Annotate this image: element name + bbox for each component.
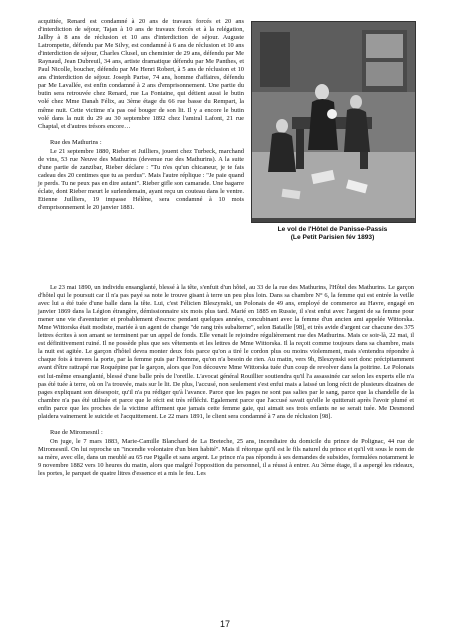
paragraph-rieber: Le 21 septembre 1880, Rieber et Juilliers, jouent chez Turbeck, marchand de vins, 53 rue Neuve des Mathurins (devenue rue des Mathurins). A la suite d'une partie de zanzibar, Rieber déclare : "Tu n'es qu'un chicaneur, je te fais cadeau des 20 centimes que tu as perdus". Mais l'autre réplique : "Je paie quand je perds. Tu ne peux pas en dire autant". Rieber gifle son camarade. Une bagarre éclate, dont Rieber meurt le surlendemain, ayant reçu un couteau dans le ventre. Etienne Juilliers, 19 impasse Hélène, sera condamné à 10 mois d'emprisonnement le 20 janvier 1881. <box>38 147 244 212</box>
section-heading-mathurins: Rue des Mathurins : <box>50 138 102 146</box>
full-width-text <box>38 284 414 478</box>
section-heading-miromesnil: Rue de Miromesnil : <box>50 428 103 436</box>
document-page <box>38 18 414 618</box>
page-number: 17 <box>219 619 230 629</box>
paragraph-bleszynski: Le 23 mai 1890, un individu ensanglanté, blessé à la tête, s'enfuit d'un hôtel, au 33 de la rue des Mathurins, l'Hôtel des Mathurins. Le garçon d'hôtel qui le poursuit car il n'a pas payé sa note le trouve gisant à terre un peu plus loin. Dans sa chambre N° 6, la femme qui est entrée la veille avec lui a été tuée d'une balle dans la tête. Lui, c'est Félicien Bleszynski, un Polonais de 49 ans, employé de commerce au Havre, engagé en janvier 1869 dans la Légion étrangère, démissionnaire six mois plus tard. Marié en 1885 en Russie, il s'est enfui avec l'argent de sa femme pour mener une vie d'aventurier et probablement d'escroc pendant quelques années, concubinant avec la femme d'un ancien ami appelée Wittorska. Mme Wittorska était modiste, mariée à un agent de change "de rang très subalterne", selon Bataille [98], et très avide d'argent car chacune des 375 lettres écrites à son amant se terminent par un appel de fonds. Elle venait le rejoindre régulièrement rue des Mathurins. Mais ce soir-là, 22 mai, il est définitivement ruiné. Il ne possède plus que ses vêtements et les lettres de Mme Wittorska. Il la reçoit comme toujours dans sa chambre, mais la nuit est agitée. Le garçon d'hôtel devra monter deux fois parce qu'on a tiré le cordon plus ou moins violemment, mais s'entendra répondre à chaque fois à travers la porte, par la femme puis par l'homme, qu'on n'a besoin de rien. Au matin, vers 9h, Bleszynski sort donc précipitamment avant d'être rattrapé rue Roquépine par le garçon, alors que l'on découvre Mme Wittorska tuée d'un coup de revolver dans la poitrine. Le Polonais est lui-même ensanglanté, blessé d'une balle près de l'oreille. L'avocat général Rouillier soutiendra qu'il l'a assassinée car selon les experts elle n'a pas été tuée à terre, où on l'a trouvée, mais sur le lit. De plus, l'accusé, non seulement s'est enfui mais a laissé un long récit de plusieurs dizaines de pages expliquant son désespoir, qu'il n'a pu rédiger qu'à l'avance. Parce que les pages ne sont pas salies par le sang, parce que la chandelle de la chambre n'a pas été utilisée et parce que le récit est très réfléchi. Egalement parce que l'accusé savait qu'elle le quitterait après l'avoir plumé et enfin parce que les proches de la victime affirment que jamais cette femme gaie, qui aimait ses trois enfants ne se serait tuée. Me Desmond plaidera vainement le suicide et l'acquittement. Le 22 mars 1891, le client sera condamné à 7 ans de réclusion [98]. <box>38 284 414 420</box>
paragraph-continued: acquittée, Renard est condamné à 20 ans de travaux forcés et 20 ans d'interdiction de séjour, Tajan à 10 ans de travaux forcés et à la relégation, Jallby à 8 ans de réclusion et 10 ans d'interdiction de séjour. Auguste Latrompette, défendu par Me Silvy, est condamné à 6 ans de réclusion et 10 ans d'interdiction de séjour, Charles Clusel, un cheminier de 29 ans, défendu par Me Raynaud, Jean Dubreuil, 34 ans, artiste dramatique défendu par Me Panthes, et Paul Nicolle, boucher, défendu par Me Henri Robert, à 5 ans de réclusion et 10 ans d'interdiction de séjour. Joseph Parise, 74 ans, homme d'affaires, défendu par Me Lavallée, est enfin condamné à 2 ans d'emprisonnement. Une partie du butin sera retrouvée chez Renard, rue La Fontaine, qui détient aussi le butin volé chez Mme Danah Félix, au 3ème étage du 66 rue basse du Rempart, la même nuit. Cette victime n'a pas osé bouger de son lit. Il y a encore le butin volé dans la nuit du 29 au 30 septembre 1892 chez l'amiral Lafont, 21 rue Chaptal, et d'autres trésors encore… <box>38 18 244 130</box>
figure-caption <box>251 226 414 242</box>
caption-title: Le vol de l'Hôtel de Panisse-Passis <box>277 226 388 233</box>
left-column <box>38 18 244 212</box>
caption-source: (Le Petit Parisien fév 1893) <box>290 234 375 241</box>
paragraph-blanchard: On juge, le 7 mars 1883, Marie-Camille Blanchard de La Breteche, 25 ans, incendiaire du domicile du prince de Polignac, 44 rue de Miromesnil. On lui reproche un "incendie volontaire d'un bien habité". Mais il rétorque qu'il est le fils naturel du prince et qu'il vit sous le nom de sa mère, avec elle, dans un meublé au 65 rue Pigalle et sans argent. Le prince n'a pas répondu à ses demandes de subsides, formulées notamment le 9 novembre 1882 vers 10 heures du matin, alors que malgré l'opposition du personnel, il a réussi à entrer. Au 3ème étage, il a aspergé les rideaux, les portes, le parquet de quatre litres d'essence et a mis le feu. Les <box>38 437 414 478</box>
engraving-illustration <box>251 21 416 223</box>
